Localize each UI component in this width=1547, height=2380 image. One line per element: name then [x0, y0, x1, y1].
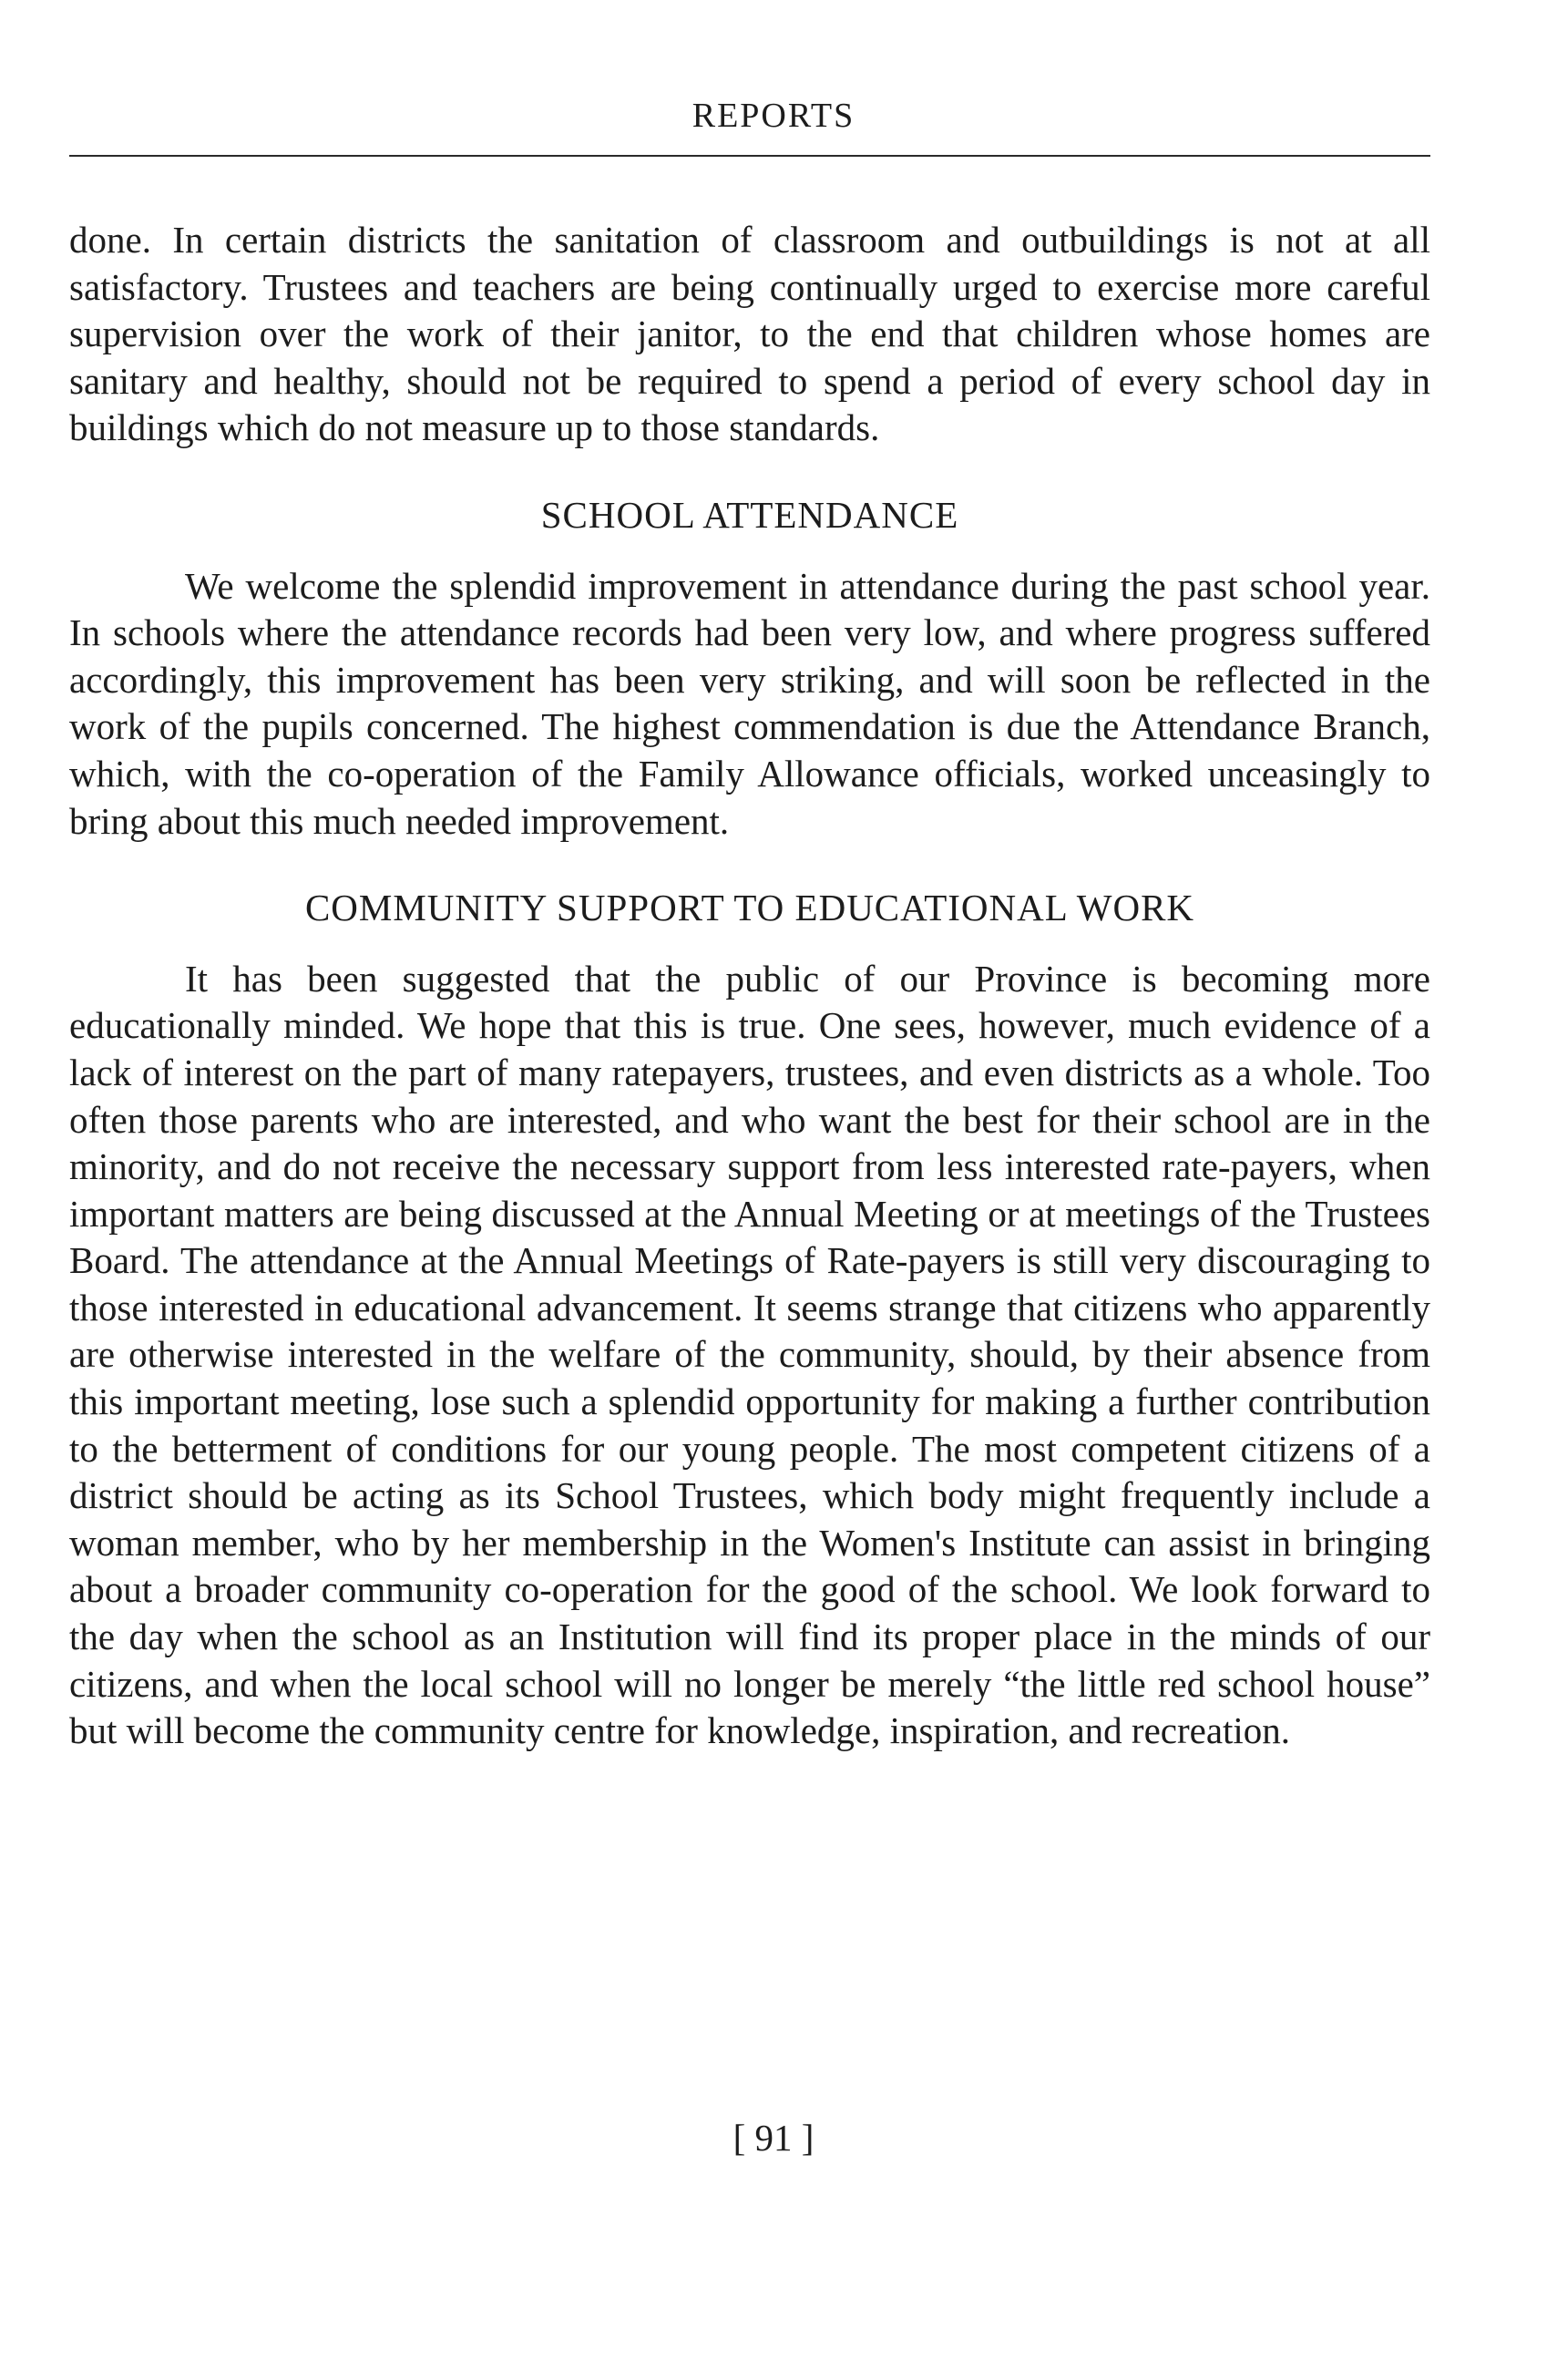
paragraph-community-support: It has been suggested that the public of our Province is becoming more educationally minded. We hope that this is true. One sees, however, much evidence of a lack of interest on the part of many ratepayers, trustees, and even districts as a whole. Too often those parents who are interested, and who want the best for their school are in the minority, and do not receive the necessary support from less interested rate-payers, when important matters are being discussed at the Annual Meeting or at meetings of the Trustees Board. The attendance at the Annual Meetings of Rate-payers is still very discouraging to those interested in educational advancement. It seems strange that citizens who apparently are otherwise interested in the welfare of the community, should, by their absence from this important meeting, lose such a splendid opportunity for making a further contribution to the betterment of conditions for our young people. The most competent citizens of a district should be acting as its School Trustees, which body might frequently include a woman member, who by her membership in the Women's Institute can assist in bringing about a broader community co-operation for the good of the school. We look forward to the day when the school as an Institution will find its proper place in the minds of our citizens, and when the local school will no longer be merely “the little red school house” but will become the community centre for knowledge, inspiration, and recreation.	[69, 957, 1430, 1752]
paragraph-sanitation: done. In certain districts the sanitation of classroom and outbuildings is not at all satisfactory. Trustees and teachers are being continually urged to exercise more careful supervision over the work of their janitor, to the end that children whose homes are sanitary and healthy, should not be required to spend a period of every school day in buildings which do not measure up to those standards.	[69, 219, 1430, 449]
header-rule	[69, 155, 1430, 157]
paragraph-attendance: We welcome the splendid improvement in attendance during the past school year. In schools where the attendance records had been very low, and where progress suffered accordingly, this improvement has been very striking, and will soon be reflected in the work of the pupils concerned. The highest commendation is due the Attendance Branch, which, with the co-operation of the Family Allowance officials, worked unceasingly to bring about this much needed improvement.	[69, 564, 1430, 842]
running-head: REPORTS	[692, 97, 855, 135]
page-number: [ 91 ]	[733, 2117, 814, 2159]
body-text	[69, 217, 1430, 1755]
section-heading-community-support: COMMUNITY SUPPORT TO EDUCATIONAL WORK	[304, 887, 1195, 929]
section-heading-school-attendance: SCHOOL ATTENDANCE	[540, 493, 959, 536]
